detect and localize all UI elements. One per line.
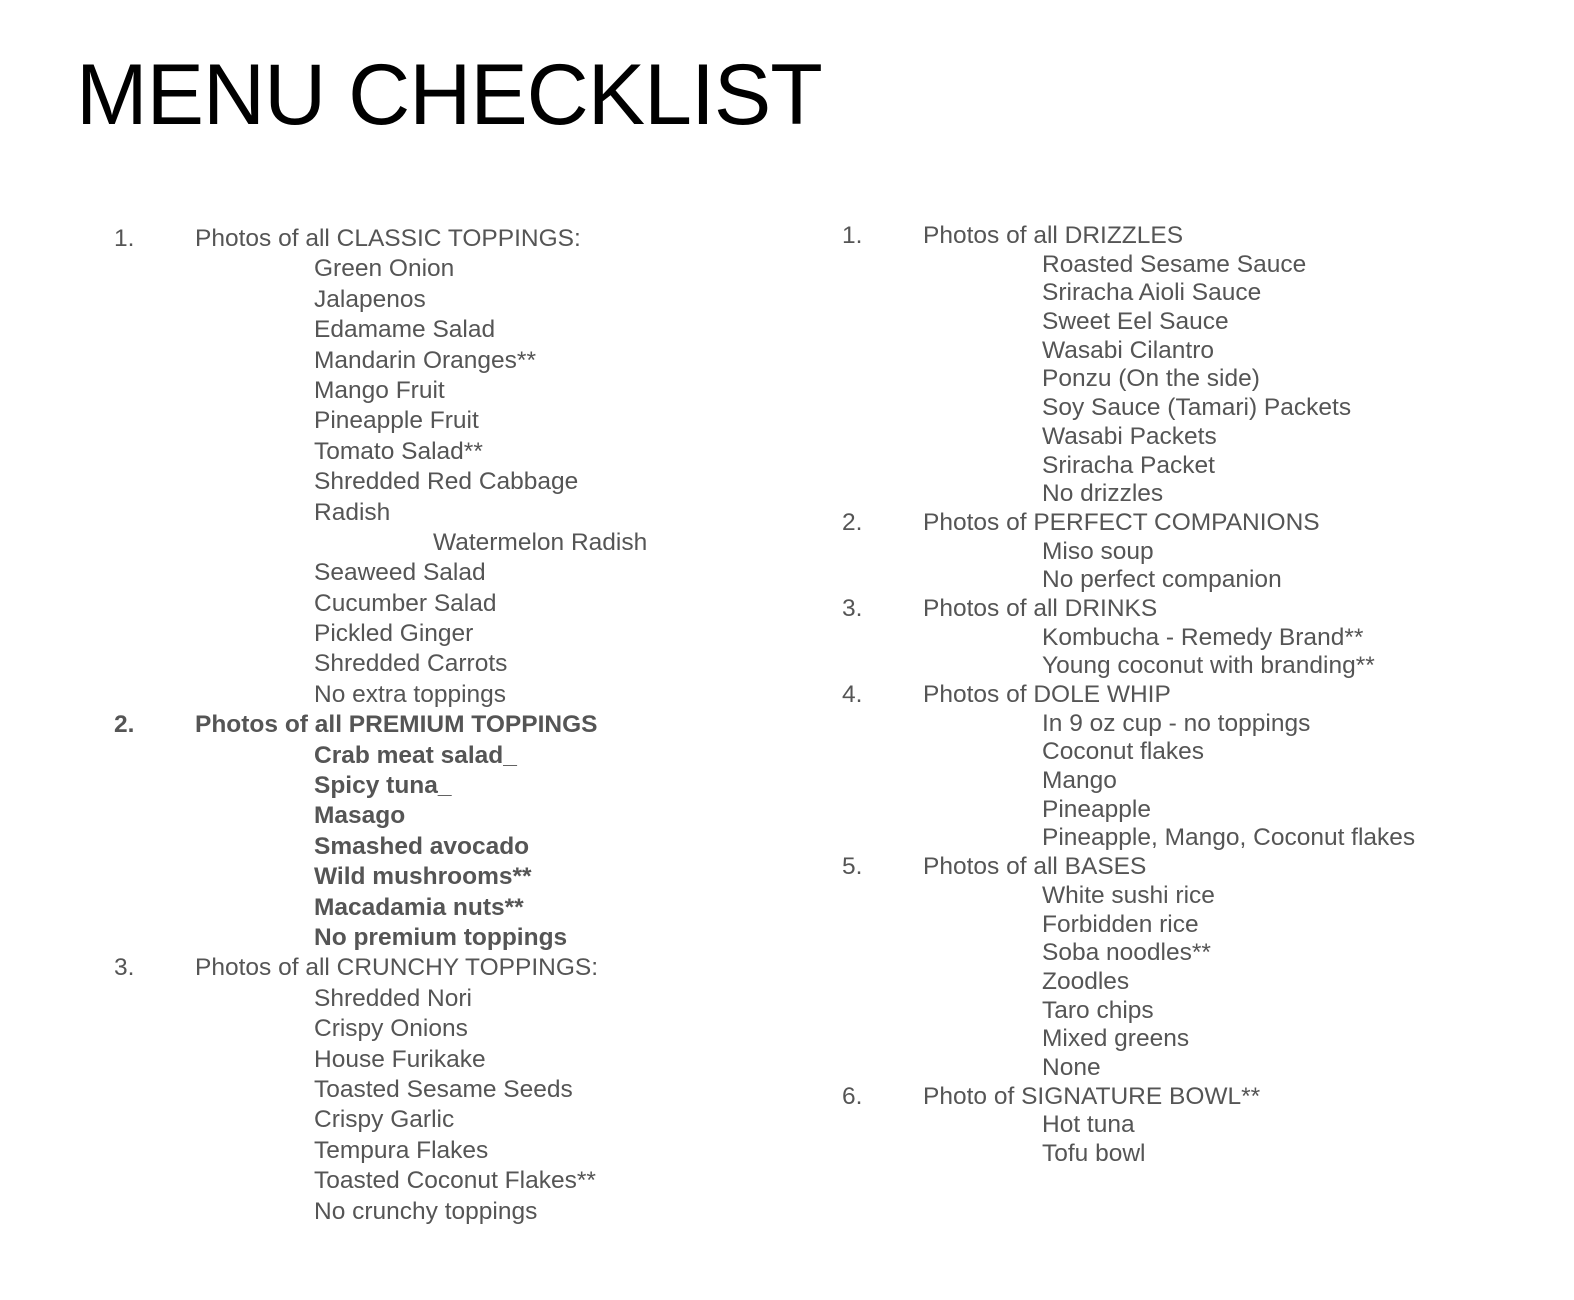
item-label: Kombucha - Remedy Brand** xyxy=(1042,623,1364,651)
item-label: No premium toppings xyxy=(314,923,568,951)
item-label: Radish xyxy=(314,498,391,526)
item-label: Photos of all DRINKS xyxy=(923,594,1158,622)
item-label: House Furikake xyxy=(314,1045,486,1073)
item-label: Mango xyxy=(1042,767,1117,795)
item-label: Roasted Sesame Sauce xyxy=(1042,250,1307,278)
item-number: 2. xyxy=(842,508,863,536)
item-label: Hot tuna xyxy=(1042,1111,1135,1139)
item-label: In 9 oz cup - no toppings xyxy=(1042,709,1311,737)
item-label: Green Onion xyxy=(314,255,455,283)
item-label: Soy Sauce (Tamari) Packets xyxy=(1042,394,1352,422)
item-label: Photo of SIGNATURE BOWL** xyxy=(923,1082,1261,1110)
item-number: 1. xyxy=(842,222,863,249)
item-label: Toasted Sesame Seeds xyxy=(314,1075,573,1103)
item-label: Crispy Onions xyxy=(314,1015,468,1043)
item-label: Mandarin Oranges** xyxy=(314,346,536,374)
item-number: 1. xyxy=(114,225,135,252)
item-label: Sriracha Aioli Sauce xyxy=(1042,279,1262,307)
item-label: Toasted Coconut Flakes** xyxy=(314,1167,596,1195)
item-label: Wasabi Cilantro xyxy=(1042,336,1215,364)
item-label: Soba noodles** xyxy=(1042,939,1211,967)
item-label: No perfect companion xyxy=(1042,566,1282,594)
item-label: Coconut flakes xyxy=(1042,738,1205,766)
item-label: Forbidden rice xyxy=(1042,910,1199,938)
item-label: Tomato Salad** xyxy=(314,437,483,465)
item-label: Sweet Eel Sauce xyxy=(1042,308,1229,336)
item-number: 2. xyxy=(114,711,135,739)
item-label: Shredded Carrots xyxy=(314,650,508,678)
item-label: Pineapple Fruit xyxy=(314,407,479,435)
item-label: Photos of DOLE WHIP xyxy=(923,681,1171,708)
item-label: Shredded Red Cabbage xyxy=(314,468,579,496)
item-label: Watermelon Radish xyxy=(433,528,648,556)
item-label: Photos of all PREMIUM TOPPINGS xyxy=(195,711,598,739)
item-label: Photos of all DRIZZLES xyxy=(923,222,1184,249)
item-label: Photos of all CLASSIC TOPPINGS: xyxy=(195,225,581,252)
item-number: 4. xyxy=(842,681,863,708)
item-label: Wasabi Packets xyxy=(1042,422,1217,450)
item-label: Wild mushrooms** xyxy=(314,863,532,891)
item-label: No crunchy toppings xyxy=(314,1197,538,1225)
item-label: Smashed avocado xyxy=(314,832,530,860)
item-label: Jalapenos xyxy=(314,285,426,313)
item-number: 6. xyxy=(842,1082,863,1110)
item-label: White sushi rice xyxy=(1042,881,1215,909)
item-label: Macadamia nuts** xyxy=(314,893,524,921)
item-label: Mixed greens xyxy=(1042,1025,1190,1053)
item-label: Miso soup xyxy=(1042,537,1154,565)
item-label: Photos of PERFECT COMPANIONS xyxy=(923,508,1320,536)
item-label: Pineapple xyxy=(1042,795,1151,823)
item-label: Mango Fruit xyxy=(314,376,445,404)
item-label: Zoodles xyxy=(1042,967,1130,995)
item-label: Tempura Flakes xyxy=(314,1136,489,1164)
page-title: MENU CHECKLIST xyxy=(76,47,822,143)
item-label: Young coconut with branding** xyxy=(1042,652,1375,680)
item-label: Crab meat salad_ xyxy=(314,741,517,769)
item-number: 5. xyxy=(842,853,863,881)
item-label: Cucumber Salad xyxy=(314,589,497,617)
item-label: Masago xyxy=(314,802,406,830)
item-label: Photos of all BASES xyxy=(923,853,1147,881)
item-label: Spicy tuna_ xyxy=(314,772,452,800)
item-label: Crispy Garlic xyxy=(314,1106,455,1134)
item-label: No extra toppings xyxy=(314,680,507,708)
item-number: 3. xyxy=(842,594,863,622)
item-label: Tofu bowl xyxy=(1042,1140,1146,1167)
item-label: Sriracha Packet xyxy=(1042,451,1215,479)
item-label: Photos of all CRUNCHY TOPPINGS: xyxy=(195,954,599,982)
item-label: No drizzles xyxy=(1042,480,1164,508)
item-label: Ponzu (On the side) xyxy=(1042,365,1260,393)
item-number: 3. xyxy=(114,954,135,982)
item-label: Edamame Salad xyxy=(314,316,496,344)
item-label: None xyxy=(1042,1053,1101,1081)
item-label: Seaweed Salad xyxy=(314,559,486,587)
item-label: Pineapple, Mango, Coconut flakes xyxy=(1042,824,1416,852)
item-label: Taro chips xyxy=(1042,996,1154,1024)
item-label: Pickled Ginger xyxy=(314,620,474,648)
item-label: Shredded Nori xyxy=(314,984,472,1012)
